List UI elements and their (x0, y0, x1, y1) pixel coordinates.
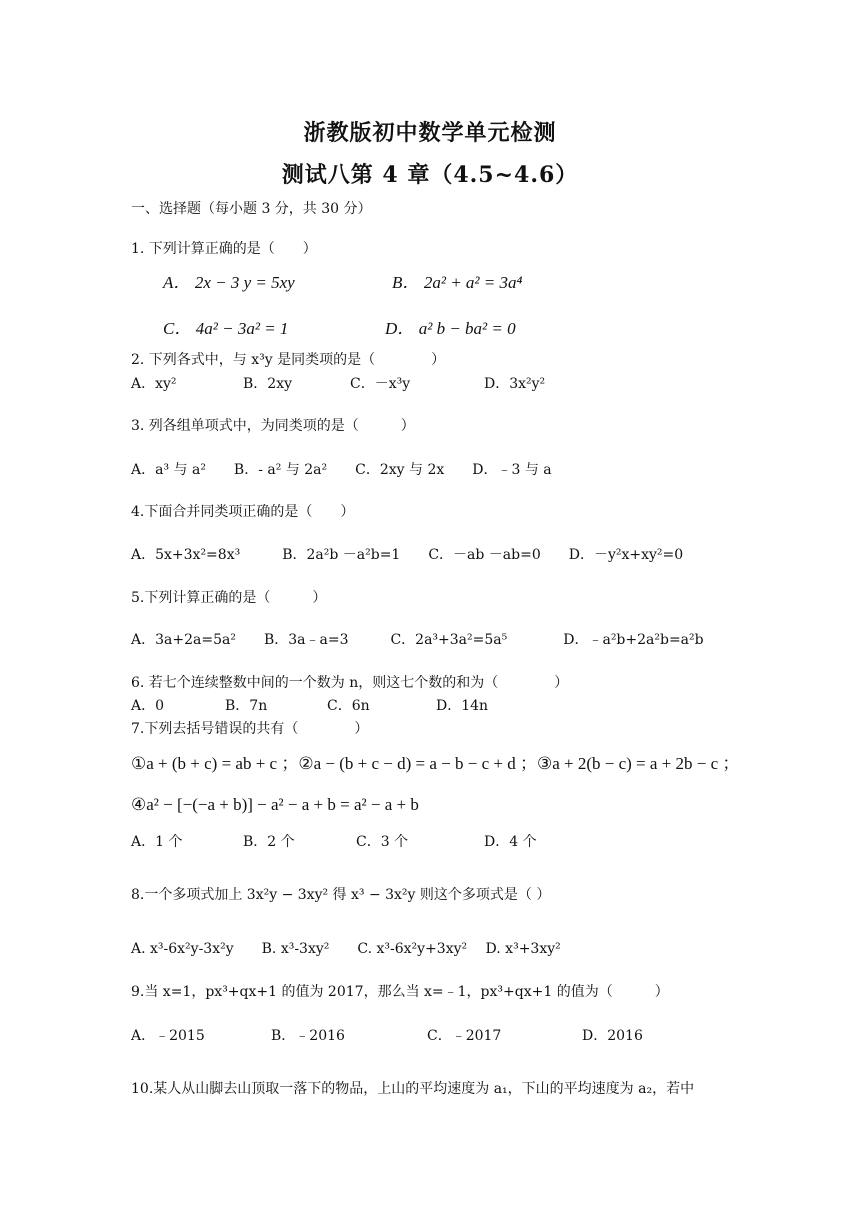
document-subtitle: 测试八第 4 章（4.5~4.6） (281, 162, 579, 188)
question-6-option-b: B．7n (225, 698, 268, 714)
question-6-option-c: C．6n (327, 698, 370, 714)
question-9-option-c: C．﹣2017 (427, 1028, 502, 1044)
question-7-option-c: C．3 个 (356, 834, 409, 850)
question-3-options: A．a³ 与 a² B．- a² 与 2a² C．2xy 与 2x D．﹣3 与 a (131, 462, 552, 478)
question-3-stem: 3. 列各组单项式中，为同类项的是（ ） (131, 418, 415, 434)
question-5-options: A．3a+2a=5a² B．3a﹣a=3 C．2a³+3a²=5a⁵ D．﹣a²b+2a²b=a²b (131, 632, 704, 648)
section-heading: 一、选择题（每小题 3 分，共 30 分） (131, 201, 372, 217)
question-9-option-a: A．﹣2015 (131, 1028, 205, 1044)
question-9-option-d: D．2016 (582, 1028, 643, 1044)
question-2-option-b: B．2xy (243, 376, 292, 392)
question-7-line-2: ④a² − [−(−a + b)] − a² − a + b = a² − a + b (131, 795, 419, 814)
question-8-options: A. x³-6x²y-3x²y B. x³-3xy² C. x³-6x²y+3xy² D. x³+3xy² (131, 941, 561, 957)
question-2-option-d: D．3x²y² (484, 376, 546, 392)
question-4-stem: 4.下面合并同类项正确的是（ ） (131, 504, 355, 520)
question-1-option-a: A． 2x − 3 y = 5xy (163, 273, 295, 292)
question-8-stem: 8.一个多项式加上 3x²y − 3xy² 得 x³ − 3x²y 则这个多项式是（ ） (131, 887, 551, 903)
question-4-options: A．5x+3x²=8x³ B．2a²b －a²b=1 C．－ab －ab=0 D．－y²x+xy²=0 (131, 547, 684, 563)
question-2-stem: 2. 下列各式中，与 x³y 是同类项的是（ ） (131, 352, 446, 368)
question-9-stem: 9.当 x=1，px³+qx+1 的值为 2017，那么当 x=﹣1，px³+qx+1 的值为（ ） (131, 984, 669, 1000)
question-1-option-c: C． 4a² − 3a² = 1 (163, 319, 289, 338)
question-5-stem: 5.下列计算正确的是（ ） (131, 590, 327, 606)
question-6-option-d: D．14n (436, 698, 489, 714)
question-9-option-b: B．﹣2016 (271, 1028, 345, 1044)
question-7-option-b: B．2 个 (243, 834, 295, 850)
question-7-option-d: D．4 个 (484, 834, 537, 850)
question-1-stem: 1. 下列计算正确的是（ ） (131, 241, 317, 257)
question-1-option-d: D． a² b − ba² = 0 (385, 319, 516, 338)
question-7-line-1: ①a + (b + c) = ab + c ；②a − (b + c − d) = a − b − c + d ；③a + 2(b − c) = a + 2b − c ； (131, 754, 740, 773)
question-6-stem: 6. 若七个连续整数中间的一个数为 n，则这七个数的和为（ ） (131, 675, 569, 691)
question-6-option-a: A．0 (131, 698, 165, 714)
question-7-stem: 7.下列去括号错误的共有（ ） (131, 721, 369, 737)
question-1-option-b: B． 2a² + a² = 3a⁴ (392, 273, 523, 292)
question-7-option-a: A．1 个 (131, 834, 183, 850)
question-10-stem: 10.某人从山脚去山顶取一落下的物品，上山的平均速度为 a₁，下山的平均速度为 a₂，若中 (131, 1081, 695, 1097)
question-2-option-c: C．－x³y (350, 376, 411, 392)
question-2-option-a: A．xy² (131, 376, 177, 392)
document-title: 浙教版初中数学单元检测 (303, 120, 557, 146)
